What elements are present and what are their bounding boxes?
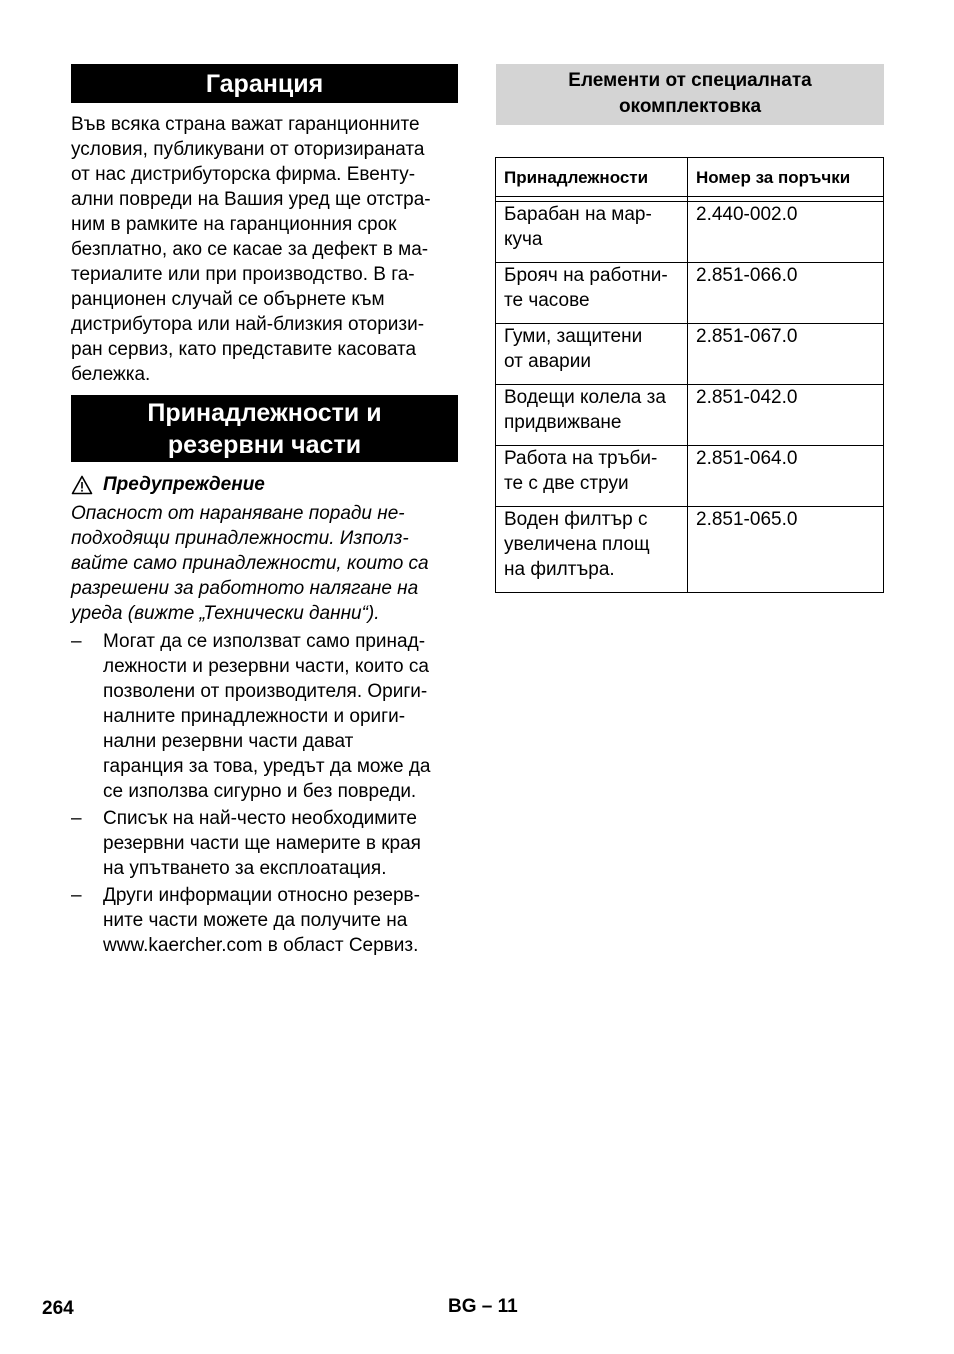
list-item (71, 883, 458, 958)
accessories-title-line: Принадлежности и (147, 399, 382, 427)
warranty-line: безплатно, ако се касае за дефект в ма- (71, 239, 429, 260)
warning-line: вайте само принадлежности, които са (71, 553, 429, 574)
accessory-name-line: Гуми, защитени (504, 326, 643, 347)
column-header-order-number: Номер за поръчки (688, 158, 884, 197)
bullet-line: Списък на най-често необходимите (103, 808, 417, 829)
warranty-line: териалите или при производство. В га- (71, 264, 415, 285)
accessory-name (496, 324, 688, 385)
warning-line: уреда (вижте „Технически данни“). (71, 603, 380, 624)
warning-line: подходящи принадлежности. Използ- (71, 528, 409, 549)
language-page-label: BG – 11 (448, 1296, 518, 1317)
accessory-name-line: куча (504, 229, 543, 250)
bullet-line: нални резервни части дават (103, 731, 354, 752)
table-header-row (496, 158, 884, 197)
table-row (496, 385, 884, 446)
accessory-name-line: те с две струи (504, 473, 629, 494)
warranty-line: ран сервиз, като представите касовата (71, 339, 417, 360)
warning-triangle-icon (71, 475, 93, 495)
warranty-line: условия, публикувани от оторизираната (71, 139, 425, 160)
order-number: 2.851-065.0 (688, 507, 884, 593)
bullet-dash: – (71, 885, 82, 906)
accessory-name-line: Барабан на мар- (504, 204, 652, 225)
accessory-name-line: на филтъра. (504, 559, 615, 580)
warranty-line: от нас дистрибуторска фирма. Евенту- (71, 164, 416, 185)
bullet-line: на упътването за експлоатация. (103, 858, 387, 879)
table-row (496, 202, 884, 263)
bullet-line: гаранция за това, уредът да може да (103, 756, 431, 777)
accessory-name (496, 507, 688, 593)
bullet-line: ните части можете да получите на (103, 910, 408, 931)
warranty-title: Гаранция (205, 69, 324, 98)
accessory-name-line: от аварии (504, 351, 591, 372)
special-title-line: окомплектовка (618, 96, 762, 117)
accessory-name-line: Воден филтър с (504, 509, 648, 530)
special-equipment-heading (496, 64, 884, 125)
column-header-accessories: Принадлежности (496, 158, 688, 197)
order-number: 2.851-067.0 (688, 324, 884, 385)
left-column (71, 64, 458, 958)
accessory-name (496, 202, 688, 263)
accessory-name-line: увеличена площ (504, 534, 650, 555)
bullet-dash: – (71, 631, 82, 652)
warning-label: Предупреждение (103, 474, 265, 495)
order-number: 2.851-066.0 (688, 263, 884, 324)
bullet-line: налните принадлежности и ориги- (103, 706, 406, 727)
accessory-name (496, 385, 688, 446)
bullet-line: www.kaercher.com в област Сервиз. (103, 935, 419, 956)
accessory-name-line: Водещи колела за (504, 387, 666, 408)
accessory-name-line: те часове (504, 290, 590, 311)
accessory-name (496, 263, 688, 324)
bullet-line: лежности и резервни части, които са (103, 656, 429, 677)
warning-heading (71, 474, 458, 496)
order-number: 2.851-042.0 (688, 385, 884, 446)
table-row (496, 324, 884, 385)
bullet-dash: – (71, 808, 82, 829)
order-number: 2.851-064.0 (688, 446, 884, 507)
warranty-line: ранционен случай се обърнете към (71, 289, 385, 310)
warning-line: Опасност от нараняване поради не- (71, 503, 405, 524)
table-row (496, 507, 884, 593)
warranty-line: ални повреди на Вашия уред ще отстра- (71, 189, 431, 210)
bullet-list (71, 629, 458, 958)
warranty-text (71, 112, 458, 387)
accessory-name-line: Брояч на работни- (504, 265, 668, 286)
bullet-line: резервни части ще намерите в края (103, 833, 421, 854)
bullet-line: се използва сигурно и без повреди. (103, 781, 417, 802)
right-column (496, 64, 884, 125)
warning-text (71, 501, 458, 626)
accessories-table (495, 157, 884, 593)
warranty-heading (71, 64, 458, 103)
accessory-name-line: придвижване (504, 412, 622, 433)
accessory-name (496, 446, 688, 507)
bullet-line: позволени от производителя. Ориги- (103, 681, 428, 702)
bullet-line: Други информации относно резерв- (103, 885, 420, 906)
bullet-line: Могат да се използват само принад- (103, 631, 426, 652)
table-row (496, 263, 884, 324)
warranty-line: дистрибутора или най-близкия оторизи- (71, 314, 425, 335)
order-number: 2.440-002.0 (688, 202, 884, 263)
warranty-line: бележка. (71, 364, 151, 385)
special-title-line: Елементи от специалната (568, 70, 812, 91)
accessory-name-line: Работа на тръби- (504, 448, 658, 469)
table-row (496, 446, 884, 507)
warranty-line: ним в рамките на гаранционния срок (71, 214, 397, 235)
accessories-heading (71, 395, 458, 462)
list-item (71, 629, 458, 804)
warning-line: разрешени за работното налягане на (71, 578, 419, 599)
page-number: 264 (42, 1298, 74, 1319)
list-item (71, 806, 458, 881)
accessories-title-line: резервни части (167, 431, 362, 459)
warranty-line: Във всяка страна важат гаранционните (71, 114, 420, 135)
